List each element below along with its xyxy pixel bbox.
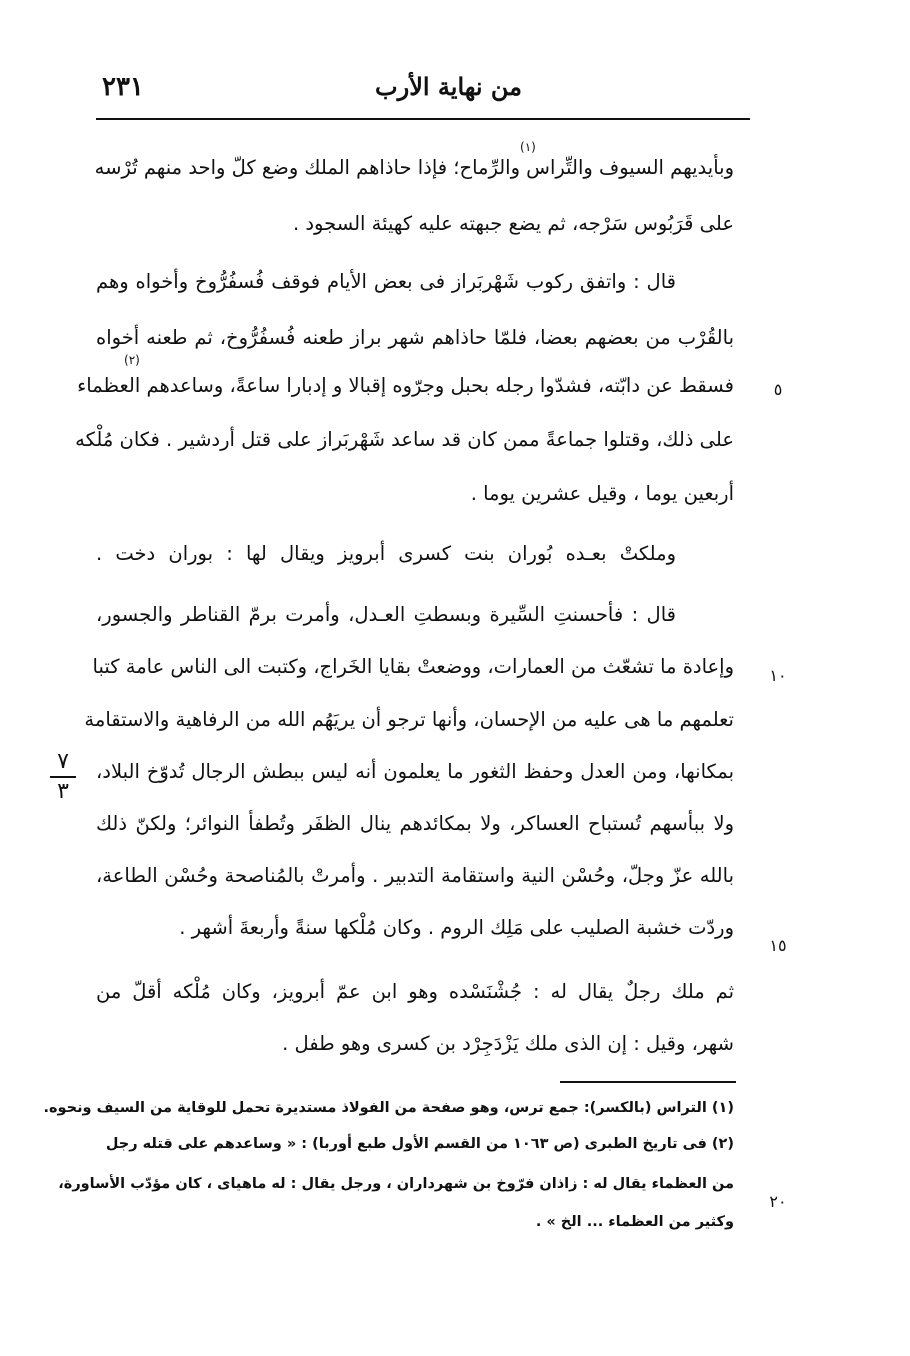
body-line: بالقُرْب من بعضهم بعضا، فلمّا حاذاهم شهر براز طعنه فُسفُرُّوخ، ثم طعنه أخواه: [96, 326, 734, 349]
body-line: وبأيديهم السيوف والتِّراس والرِّماح؛ فإذا حاذاهم الملك وضع كلّ واحد منهم تُرْسه: [94, 156, 734, 179]
body-line: بالله عزّ وجلّ، وحُسْن النية واستقامة التدبير . وأمرتْ بالمُناصحة وحُسْن الطاعة،: [96, 864, 734, 887]
body-line: وإعادة ما تشعّث من العمارات، ووضعتْ بقايا الخَراج، وكتبت الى الناس عامة كتبا: [92, 655, 734, 678]
body-line: أربعين يوما ، وقيل عشرين يوما .: [470, 482, 734, 505]
fraction-denominator: ٣: [57, 779, 69, 804]
body-line: ثم ملك رجلٌ يقال له : جُشْنَسْده وهو ابن عمّ أبرويز، وكان مُلْكه أقلّ من: [96, 980, 734, 1003]
footnote-line: من العظماء يقال له : زاذان فرّوخ بن شهرداران ، ورجل يقال : له ماهياى ، كان مؤدّب الأساورة،: [58, 1176, 734, 1192]
footnote-rule: [560, 1081, 736, 1083]
fraction-numerator: ٧: [57, 749, 69, 774]
line-number-marker: ٢٠: [769, 1192, 787, 1211]
header-rule: [96, 118, 750, 120]
footnote-line: (٢) فى تاريخ الطبرى (ص ١٠٦٣ من القسم الأول طبع أوربا) : « وساعدهم على قتله رجل: [105, 1136, 734, 1152]
line-number-marker: ١٥: [769, 936, 787, 955]
page-header: [96, 66, 750, 112]
body-line: فسقط عن دابّته، فشدّوا رجله بحبل وجرّوه إقبالا و إدبارا ساعةً، وساعدهم العظماء: [77, 374, 734, 397]
body-line: قال : فأحسنتِ السِّيرة وبسطتِ العـدل، وأمرت برمّ القناطر والجسور،: [96, 603, 676, 626]
footnote-marker-1: (١): [520, 140, 536, 154]
body-line: شهر، وقيل : إن الذى ملك يَزْدَجِرْد بن كسرى وهو طفل .: [282, 1032, 734, 1055]
body-line: بمكانها، ومن العدل وحفظ الثغور ما يعلمون أنه ليس ببطش الرجال تُدوّخ البلاد،: [96, 760, 734, 783]
line-number-marker: ١٠: [769, 666, 787, 685]
body-line: قال : واتفق ركوب شَهْربَراز فى بعض الأيام فوقف فُسفُرُّوخ وأخواه وهم: [96, 270, 676, 293]
line-number-marker: ٥: [773, 380, 783, 399]
footnote-marker-2: (٢): [124, 353, 140, 367]
body-line: على قَرَبُوس سَرْجه، ثم يضع جبهته عليه كهيئة السجود .: [292, 212, 734, 235]
body-line: وردّت خشبة الصليب على مَلِك الروم . وكان مُلْكها سنةً وأربعةَ أشهر .: [179, 916, 734, 939]
running-title: من نهاية الأرب: [375, 72, 522, 101]
fraction-bar: [50, 776, 76, 778]
body-line: ولا ببأسهم تُستباح العساكر، ولا بمكائدهم ينال الظفَر وتُطفأ النوائر؛ ولكنّ ذلك: [96, 812, 734, 835]
page-number: ٢٣١: [102, 72, 144, 102]
body-line: وملكتْ بعـده بُوران بنت كسرى أبرويز ويقال لها : بوران دخت .: [96, 542, 676, 565]
footnote-line: وكثير من العظماء ... الخ » .: [535, 1214, 734, 1230]
body-line: على ذلك، وقتلوا جماعةً ممن كان قد ساعد شَهْربَراز على قتل أردشير . فكان مُلْكه: [75, 428, 734, 451]
body-line: تعلمهم ما هى عليه من الإحسان، وأنها ترجو أن يريَهُم الله من الرفاهية والاستقامة: [84, 708, 734, 731]
footnote-line: (١) التراس (بالكسر): جمع ترس، وهو صفحة من الفولاذ مستديرة تحمل للوقاية من السيف ونحوه.: [43, 1100, 734, 1116]
margin-fraction: [50, 750, 76, 804]
